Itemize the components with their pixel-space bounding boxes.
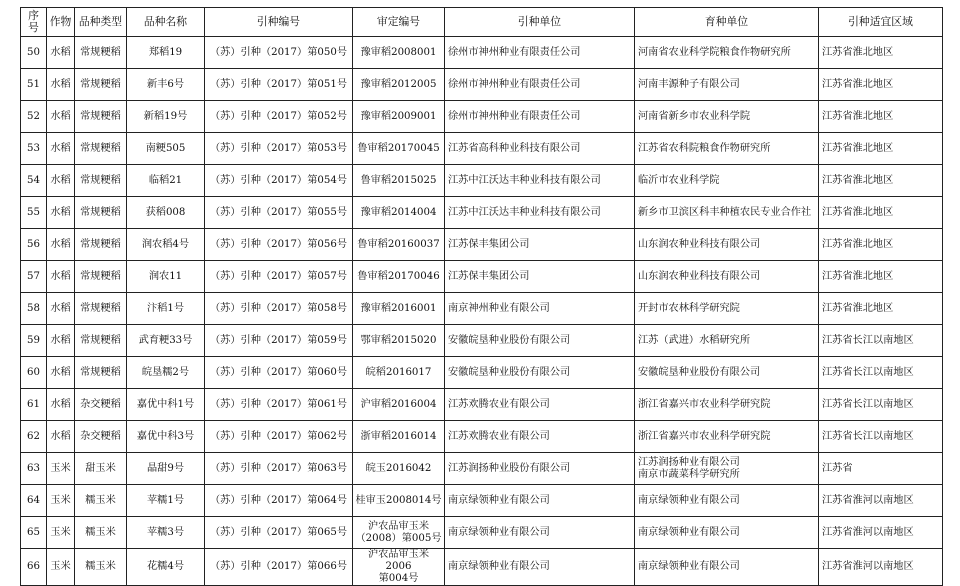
table-row [21, 165, 943, 197]
introducing-unit-cell: 江苏欢腾农业有限公司 [445, 389, 635, 421]
variety-name-cell: 获稻008 [127, 197, 205, 229]
table-row [21, 389, 943, 421]
approval-number-cell: 皖稻2016017 [353, 357, 445, 389]
suitable-region-cell: 江苏省淮河以南地区 [819, 517, 943, 549]
suitable-region-cell: 江苏省长江以南地区 [819, 421, 943, 453]
approval-number-cell: 沪审稻2016004 [353, 389, 445, 421]
header-cell: 引种适宜区域 [819, 8, 943, 37]
introducing-unit-cell: 徐州市神州种业有限责任公司 [445, 101, 635, 133]
row-number-cell: 62 [21, 421, 47, 453]
variety-type-cell: 常规粳稻 [75, 325, 127, 357]
approval-number-cell: 浙审稻2016014 [353, 421, 445, 453]
variety-name-cell: 郑稻19 [127, 37, 205, 69]
crop-cell: 水稻 [47, 421, 75, 453]
header-cell: 作物 [47, 8, 75, 37]
table-row [21, 101, 943, 133]
introduction-number-cell: （苏）引种（2017）第059号 [205, 325, 353, 357]
introduction-number-cell: （苏）引种（2017）第053号 [205, 133, 353, 165]
approval-number-cell: 鲁审稻20170045 [353, 133, 445, 165]
crop-cell: 水稻 [47, 357, 75, 389]
table-row [21, 517, 943, 549]
row-number-cell: 65 [21, 517, 47, 549]
suitable-region-cell: 江苏省淮北地区 [819, 101, 943, 133]
approval-number-cell: 豫审稻2014004 [353, 197, 445, 229]
table-row [21, 293, 943, 325]
variety-name-cell: 花糯4号 [127, 549, 205, 586]
variety-type-cell: 杂交粳稻 [75, 421, 127, 453]
breeding-unit-cell: 南京绿领种业有限公司 [635, 549, 819, 586]
variety-name-cell: 润农11 [127, 261, 205, 293]
variety-name-cell: 南粳505 [127, 133, 205, 165]
breeding-unit-cell: 河南丰源种子有限公司 [635, 69, 819, 101]
variety-name-cell: 嘉优中科3号 [127, 421, 205, 453]
table-row [21, 485, 943, 517]
crop-cell: 水稻 [47, 133, 75, 165]
introduction-number-cell: （苏）引种（2017）第050号 [205, 37, 353, 69]
breeding-unit-cell: 山东润农种业科技有限公司 [635, 261, 819, 293]
crop-cell: 水稻 [47, 229, 75, 261]
header-cell: 引种单位 [445, 8, 635, 37]
header-cell: 序号 [21, 8, 47, 37]
crop-cell: 玉米 [47, 549, 75, 586]
approval-number-cell: 鲁审稻20160037 [353, 229, 445, 261]
row-number-cell: 61 [21, 389, 47, 421]
row-number-cell: 66 [21, 549, 47, 586]
variety-type-cell: 常规粳稻 [75, 133, 127, 165]
introducing-unit-cell: 江苏省高科种业科技有限公司 [445, 133, 635, 165]
approval-number-cell: 鲁审稻20170046 [353, 261, 445, 293]
introduction-number-cell: （苏）引种（2017）第063号 [205, 453, 353, 485]
suitable-region-cell: 江苏省淮北地区 [819, 261, 943, 293]
introducing-unit-cell: 江苏保丰集团公司 [445, 229, 635, 261]
suitable-region-cell: 江苏省淮北地区 [819, 197, 943, 229]
variety-name-cell: 晶甜9号 [127, 453, 205, 485]
crop-cell: 水稻 [47, 165, 75, 197]
variety-name-cell: 武育粳33号 [127, 325, 205, 357]
suitable-region-cell: 江苏省长江以南地区 [819, 325, 943, 357]
variety-name-cell: 润农稻4号 [127, 229, 205, 261]
introducing-unit-cell: 安徽皖垦种业股份有限公司 [445, 325, 635, 357]
row-number-cell: 53 [21, 133, 47, 165]
breeding-unit-cell: 江苏（武进）水稻研究所 [635, 325, 819, 357]
crop-cell: 玉米 [47, 453, 75, 485]
table-row [21, 325, 943, 357]
introduction-number-cell: （苏）引种（2017）第051号 [205, 69, 353, 101]
crop-cell: 水稻 [47, 389, 75, 421]
variety-name-cell: 新丰6号 [127, 69, 205, 101]
breeding-unit-cell: 河南省新乡市农业科学院 [635, 101, 819, 133]
crop-cell: 水稻 [47, 69, 75, 101]
crop-cell: 玉米 [47, 485, 75, 517]
introduction-number-cell: （苏）引种（2017）第066号 [205, 549, 353, 586]
table-row [21, 549, 943, 586]
breeding-unit-cell: 安徽皖垦种业股份有限公司 [635, 357, 819, 389]
variety-type-cell: 常规粳稻 [75, 165, 127, 197]
variety-name-cell: 苹糯1号 [127, 485, 205, 517]
crop-cell: 水稻 [47, 101, 75, 133]
crop-cell: 水稻 [47, 197, 75, 229]
crop-cell: 水稻 [47, 293, 75, 325]
variety-type-cell: 常规粳稻 [75, 37, 127, 69]
row-number-cell: 50 [21, 37, 47, 69]
breeding-unit-cell: 江苏省农科院粮食作物研究所 [635, 133, 819, 165]
breeding-unit-cell: 开封市农林科学研究院 [635, 293, 819, 325]
introduction-number-cell: （苏）引种（2017）第065号 [205, 517, 353, 549]
breeding-unit-cell: 山东润农种业科技有限公司 [635, 229, 819, 261]
variety-type-cell: 常规粳稻 [75, 357, 127, 389]
breeding-unit-cell: 河南省农业科学院粮食作物研究所 [635, 37, 819, 69]
introducing-unit-cell: 安徽皖垦种业股份有限公司 [445, 357, 635, 389]
approval-number-cell: 豫审稻2012005 [353, 69, 445, 101]
table-row [21, 357, 943, 389]
table-header-row [21, 8, 943, 37]
header-cell: 育种单位 [635, 8, 819, 37]
variety-type-cell: 杂交粳稻 [75, 389, 127, 421]
row-number-cell: 59 [21, 325, 47, 357]
approval-number-cell: 桂审玉2008014号 [353, 485, 445, 517]
breeding-unit-cell: 江苏润扬种业有限公司 南京市蔬菜科学研究所 [635, 453, 819, 485]
table-row [21, 261, 943, 293]
row-number-cell: 60 [21, 357, 47, 389]
crop-cell: 水稻 [47, 261, 75, 293]
introducing-unit-cell: 南京神州种业有限公司 [445, 293, 635, 325]
table-row [21, 37, 943, 69]
row-number-cell: 55 [21, 197, 47, 229]
introduction-number-cell: （苏）引种（2017）第058号 [205, 293, 353, 325]
introduction-number-cell: （苏）引种（2017）第052号 [205, 101, 353, 133]
introduction-number-cell: （苏）引种（2017）第061号 [205, 389, 353, 421]
approval-number-cell: 鲁审稻2015025 [353, 165, 445, 197]
crop-cell: 玉米 [47, 517, 75, 549]
header-cell: 审定编号 [353, 8, 445, 37]
table-row [21, 133, 943, 165]
breeding-unit-cell: 新乡市卫滨区科丰种植农民专业合作社 [635, 197, 819, 229]
row-number-cell: 56 [21, 229, 47, 261]
document-page [20, 7, 943, 586]
variety-name-cell: 新稻19号 [127, 101, 205, 133]
table-row [21, 69, 943, 101]
approval-number-cell: 豫审稻2009001 [353, 101, 445, 133]
crop-cell: 水稻 [47, 325, 75, 357]
introducing-unit-cell: 江苏润扬种业股份有限公司 [445, 453, 635, 485]
approval-number-cell: 沪农品审玉米2006 第004号 [353, 549, 445, 586]
introduction-number-cell: （苏）引种（2017）第056号 [205, 229, 353, 261]
crop-cell: 水稻 [47, 37, 75, 69]
variety-type-cell: 常规粳稻 [75, 69, 127, 101]
introducing-unit-cell: 江苏保丰集团公司 [445, 261, 635, 293]
table-row [21, 197, 943, 229]
suitable-region-cell: 江苏省淮河以南地区 [819, 549, 943, 586]
header-cell: 品种类型 [75, 8, 127, 37]
row-number-cell: 52 [21, 101, 47, 133]
breeding-unit-cell: 南京绿领种业有限公司 [635, 517, 819, 549]
suitable-region-cell: 江苏省淮北地区 [819, 229, 943, 261]
breeding-unit-cell: 南京绿领种业有限公司 [635, 485, 819, 517]
table-row [21, 229, 943, 261]
table-row [21, 453, 943, 485]
table-body [21, 37, 943, 586]
introducing-unit-cell: 南京绿领种业有限公司 [445, 549, 635, 586]
variety-type-cell: 甜玉米 [75, 453, 127, 485]
variety-type-cell: 糯玉米 [75, 549, 127, 586]
row-number-cell: 51 [21, 69, 47, 101]
row-number-cell: 54 [21, 165, 47, 197]
suitable-region-cell: 江苏省淮北地区 [819, 69, 943, 101]
table-row [21, 421, 943, 453]
suitable-region-cell: 江苏省长江以南地区 [819, 389, 943, 421]
suitable-region-cell: 江苏省淮北地区 [819, 37, 943, 69]
introducing-unit-cell: 徐州市神州种业有限责任公司 [445, 37, 635, 69]
suitable-region-cell: 江苏省淮北地区 [819, 293, 943, 325]
introduction-number-cell: （苏）引种（2017）第057号 [205, 261, 353, 293]
approval-number-cell: 鄂审稻2015020 [353, 325, 445, 357]
suitable-region-cell: 江苏省淮北地区 [819, 133, 943, 165]
row-number-cell: 57 [21, 261, 47, 293]
variety-type-cell: 常规粳稻 [75, 101, 127, 133]
variety-name-cell: 嘉优中科1号 [127, 389, 205, 421]
suitable-region-cell: 江苏省淮北地区 [819, 165, 943, 197]
variety-type-cell: 常规粳稻 [75, 261, 127, 293]
variety-type-cell: 常规粳稻 [75, 293, 127, 325]
introducing-unit-cell: 徐州市神州种业有限责任公司 [445, 69, 635, 101]
suitable-region-cell: 江苏省 [819, 453, 943, 485]
approval-number-cell: 豫审稻2008001 [353, 37, 445, 69]
variety-name-cell: 临稻21 [127, 165, 205, 197]
introduction-number-cell: （苏）引种（2017）第064号 [205, 485, 353, 517]
breeding-unit-cell: 临沂市农业科学院 [635, 165, 819, 197]
header-cell: 品种名称 [127, 8, 205, 37]
variety-name-cell: 皖垦糯2号 [127, 357, 205, 389]
introduction-number-cell: （苏）引种（2017）第062号 [205, 421, 353, 453]
approval-number-cell: 豫审稻2016001 [353, 293, 445, 325]
variety-type-cell: 常规粳稻 [75, 229, 127, 261]
variety-name-cell: 汴稻1号 [127, 293, 205, 325]
row-number-cell: 58 [21, 293, 47, 325]
introducing-unit-cell: 江苏欢腾农业有限公司 [445, 421, 635, 453]
introduction-number-cell: （苏）引种（2017）第060号 [205, 357, 353, 389]
introducing-unit-cell: 江苏中江沃达丰种业科技有限公司 [445, 197, 635, 229]
row-number-cell: 63 [21, 453, 47, 485]
header-cell: 引种编号 [205, 8, 353, 37]
variety-type-cell: 常规粳稻 [75, 197, 127, 229]
breeding-unit-cell: 浙江省嘉兴市农业科学研究院 [635, 389, 819, 421]
breeding-unit-cell: 浙江省嘉兴市农业科学研究院 [635, 421, 819, 453]
approval-number-cell: 沪农品审玉米 （2008）第005号 [353, 517, 445, 549]
variety-name-cell: 苹糯3号 [127, 517, 205, 549]
suitable-region-cell: 江苏省长江以南地区 [819, 357, 943, 389]
variety-type-cell: 糯玉米 [75, 517, 127, 549]
introducing-unit-cell: 江苏中江沃达丰种业科技有限公司 [445, 165, 635, 197]
introducing-unit-cell: 南京绿领种业有限公司 [445, 485, 635, 517]
introduction-number-cell: （苏）引种（2017）第054号 [205, 165, 353, 197]
suitable-region-cell: 江苏省淮河以南地区 [819, 485, 943, 517]
introduction-number-cell: （苏）引种（2017）第055号 [205, 197, 353, 229]
introducing-unit-cell: 南京绿领种业有限公司 [445, 517, 635, 549]
approval-number-cell: 皖玉2016042 [353, 453, 445, 485]
variety-type-cell: 糯玉米 [75, 485, 127, 517]
row-number-cell: 64 [21, 485, 47, 517]
variety-introduction-table [20, 7, 943, 586]
